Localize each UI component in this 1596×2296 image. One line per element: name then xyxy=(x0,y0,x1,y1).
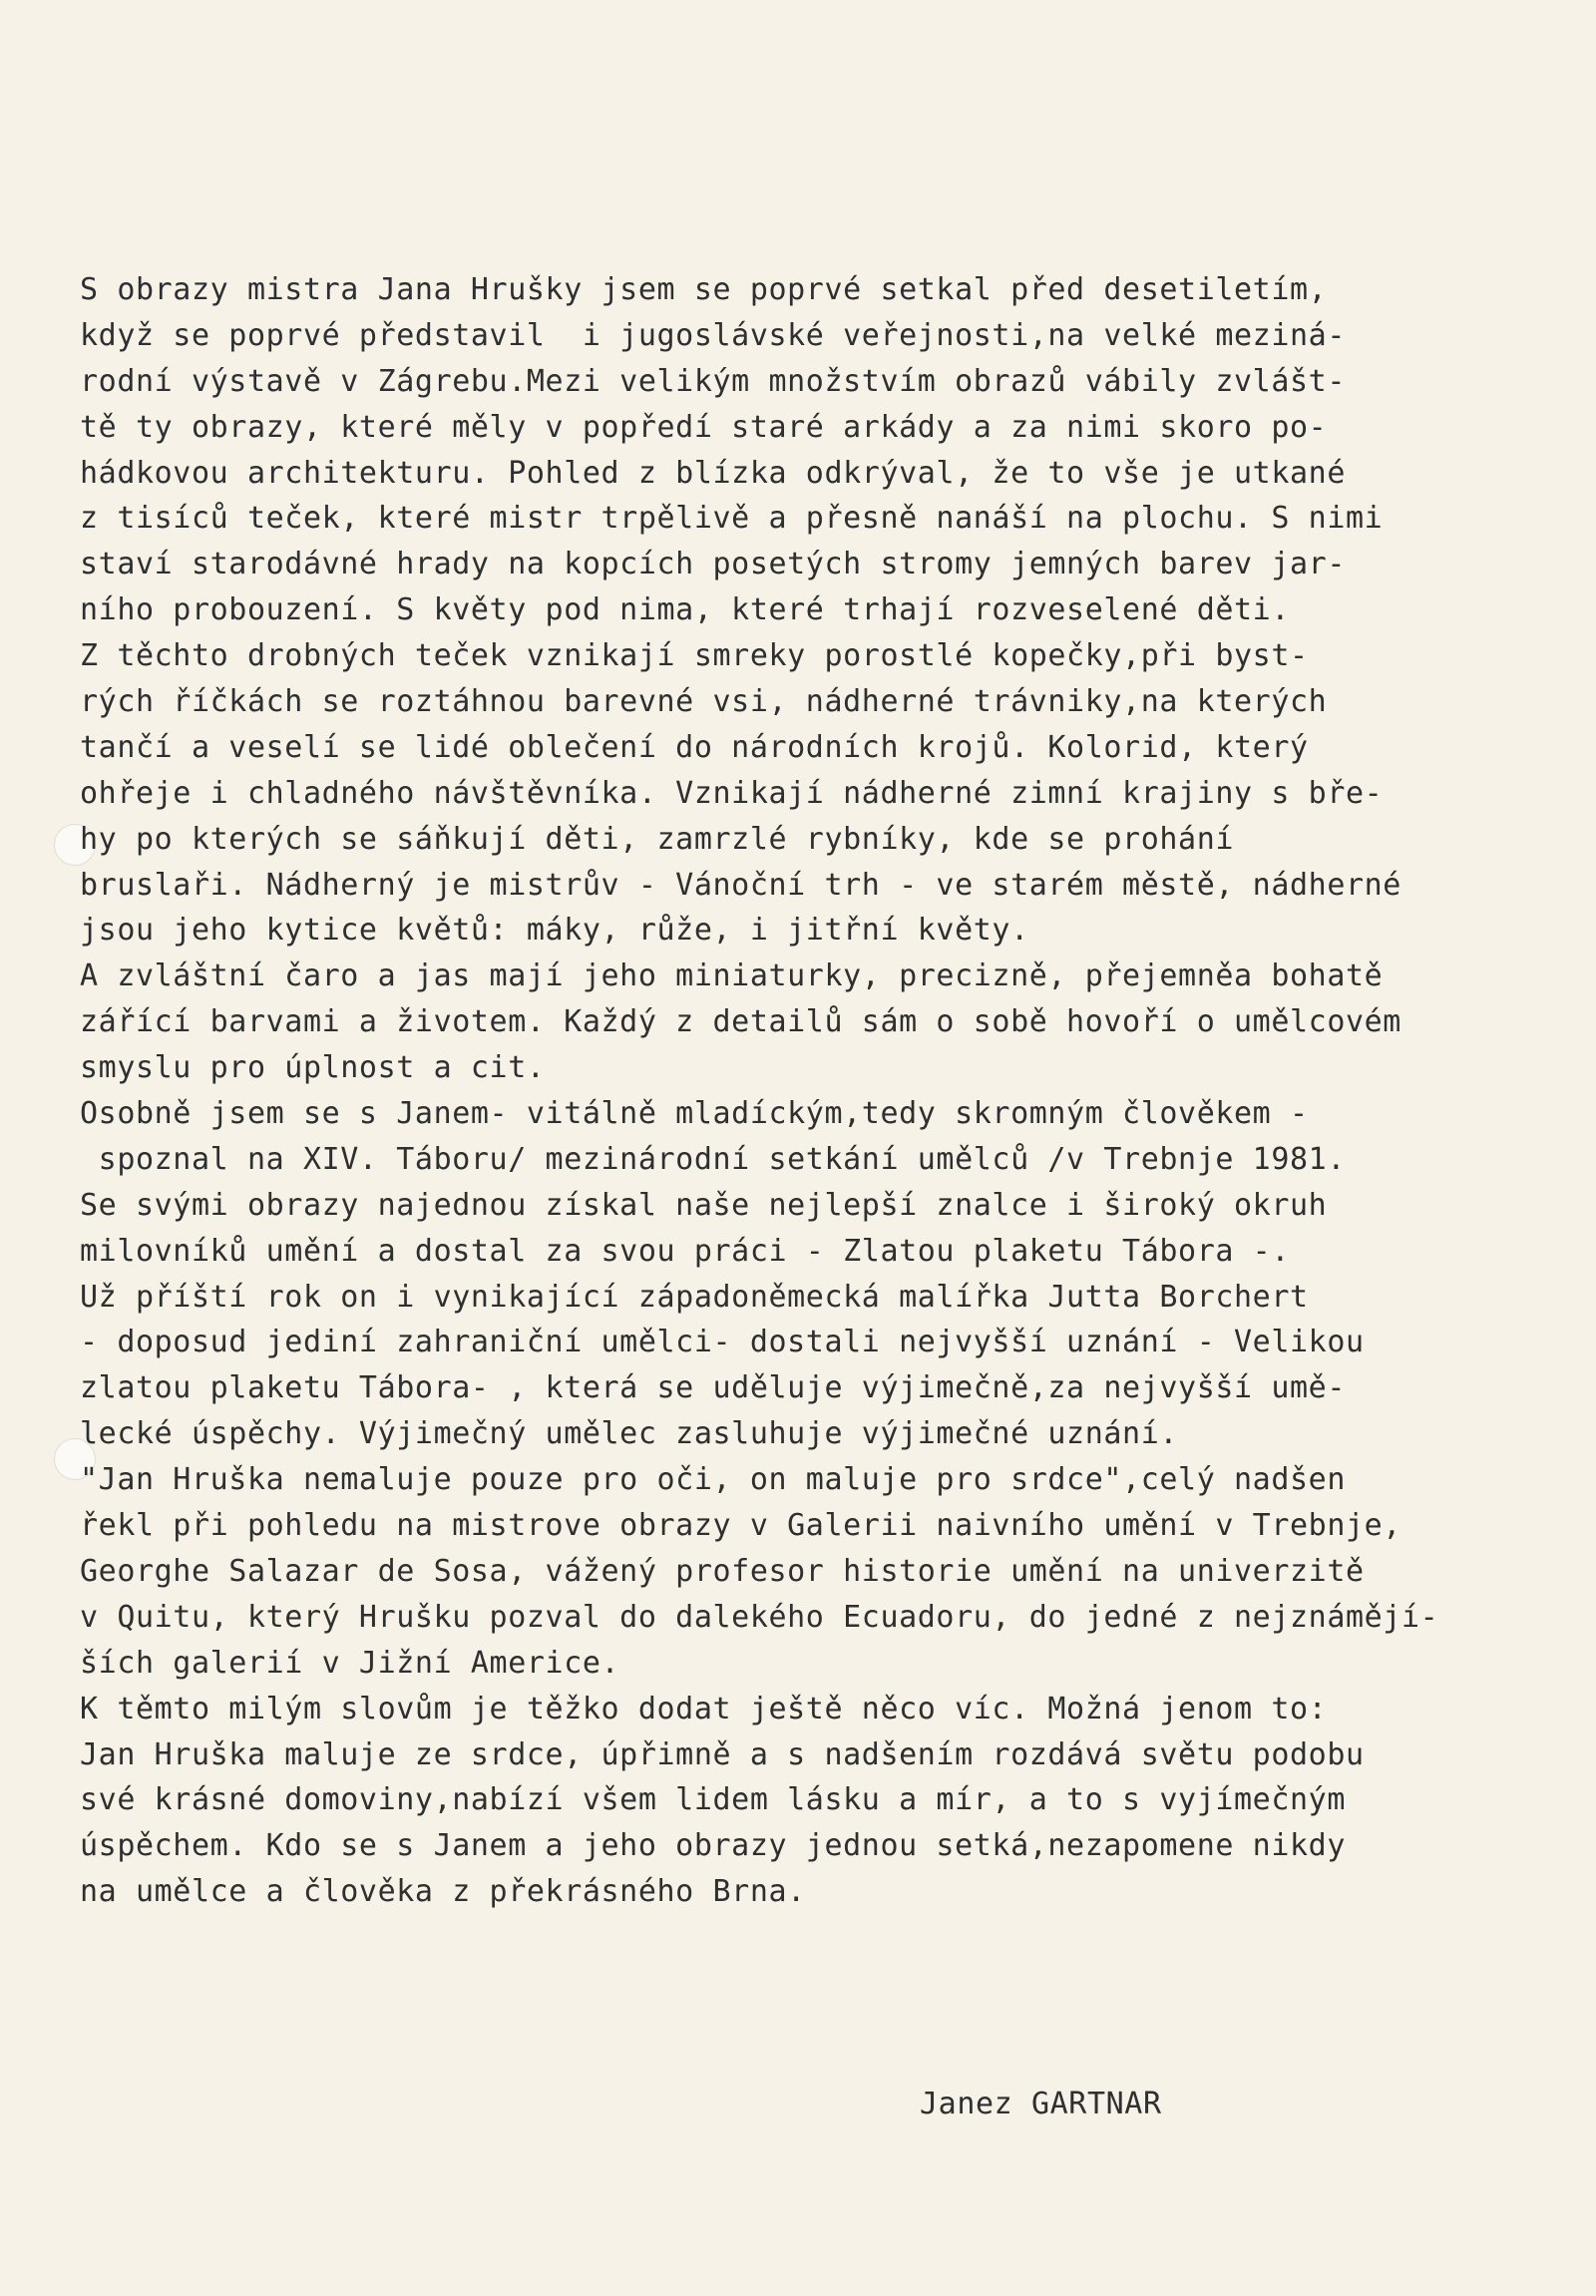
text-line: jsou jeho kytice květů: máky, růže, i jitřní květy. xyxy=(80,913,1029,949)
signature: Janez GARTNAR xyxy=(920,2087,1162,2121)
text-line: své krásné domoviny,nabízí všem lidem lásku a mír, a to s vyjímečným xyxy=(80,1782,1346,1818)
text-line: tančí a veselí se lidé oblečení do národních krojů. Kolorid, který xyxy=(80,729,1309,765)
text-line: zářící barvami a životem. Každý z detailů sám o sobě hovoří o umělcovém xyxy=(80,1004,1401,1040)
text-line: K těmto milým slovům je těžko dodat ještě něco víc. Možná jenom to: xyxy=(80,1691,1328,1726)
text-line: smyslu pro úplnost a cit. xyxy=(80,1050,546,1086)
text-line: v Quitu, který Hrušku pozval do dalekého Ecuadoru, do jedné z nejznámějí- xyxy=(80,1599,1439,1635)
text-line: tě ty obrazy, které měly v popředí staré arkády a za nimi skoro po- xyxy=(80,409,1328,445)
text-line: Se svými obrazy najednou získal naše nejlepší znalce i široký okruh xyxy=(80,1187,1328,1223)
text-line: - doposud jediní zahraniční umělci- dostali nejvyšší uznání - Velikou xyxy=(80,1325,1365,1360)
text-line: Už příští rok on i vynikající západoněmecká malířka Jutta Borchert xyxy=(80,1279,1309,1315)
text-line: hy po kterých se sáňkují děti, zamrzlé rybníky, kde se prohání xyxy=(80,821,1235,857)
text-line: rých říčkách se roztáhnou barevné vsi, nádherné trávniky,na kterých xyxy=(80,684,1328,720)
text-line: když se poprvé představil i jugoslávské veřejnosti,na velké meziná- xyxy=(80,317,1346,353)
text-line: zlatou plaketu Tábora- , která se uděluje výjimečně,za nejvyšší umě- xyxy=(80,1370,1346,1406)
text-line: "Jan Hruška nemaluje pouze pro oči, on maluje pro srdce",celý nadšen xyxy=(80,1462,1346,1498)
text-line: staví starodávné hrady na kopcích posetých stromy jemných barev jar- xyxy=(80,547,1346,582)
text-line: S obrazy mistra Jana Hrušky jsem se poprvé setkal před desetiletím, xyxy=(80,272,1328,307)
text-line: A zvláštní čaro a jas mají jeho miniaturky, precizně, přejemněa bohatě xyxy=(80,958,1384,994)
text-line: rodní výstavě v Zágrebu.Mezi velikým množstvím obrazů vábily zvlášt- xyxy=(80,363,1346,399)
text-line: Osobně jsem se s Janem- vitálně mladíckým,tedy skromným člověkem - xyxy=(80,1096,1309,1132)
text-line: bruslaři. Nádherný je mistrův - Vánoční trh - ve starém městě, nádherné xyxy=(80,867,1401,903)
text-line: lecké úspěchy. Výjimečný umělec zasluhuje výjimečné uznání. xyxy=(80,1416,1179,1452)
text-line: Georghe Salazar de Sosa, vážený profesor historie umění na univerzitě xyxy=(80,1553,1365,1589)
text-line: ohřeje i chladného návštěvníka. Vznikají nádherné zimní krajiny s bře- xyxy=(80,775,1384,811)
text-line: hádkovou architekturu. Pohled z blízka odkrýval, že to vše je utkané xyxy=(80,455,1346,491)
text-line: spoznal na XIV. Táboru/ mezinárodní setkání umělců /v Trebnje 1981. xyxy=(80,1141,1346,1177)
text-line: Z těchto drobných teček vznikají smreky porostlé kopečky,při byst- xyxy=(80,638,1309,674)
text-line: ního probouzení. S květy pod nima, které trhají rozveselené děti. xyxy=(80,592,1290,628)
text-line: Jan Hruška maluje ze srdce, úpřimně a s nadšením rozdává světu podobu xyxy=(80,1736,1365,1772)
text-line: řekl při pohledu na mistrove obrazy v Galerii naivního umění v Trebnje, xyxy=(80,1508,1401,1544)
text-line: na umělce a člověka z překrásného Brna. xyxy=(80,1874,806,1910)
text-line: z tisíců teček, které mistr trpělivě a přesně nanáší na plochu. S nimi xyxy=(80,501,1384,537)
text-line: milovníků umění a dostal za svou práci - Zlatou plaketu Tábora -. xyxy=(80,1233,1290,1269)
text-line: úspěchem. Kdo se s Janem a jeho obrazy jednou setká,nezapomene nikdy xyxy=(80,1828,1346,1864)
letter-body xyxy=(80,267,1536,1915)
text-line: ších galerií v Jižní Americe. xyxy=(80,1645,620,1681)
